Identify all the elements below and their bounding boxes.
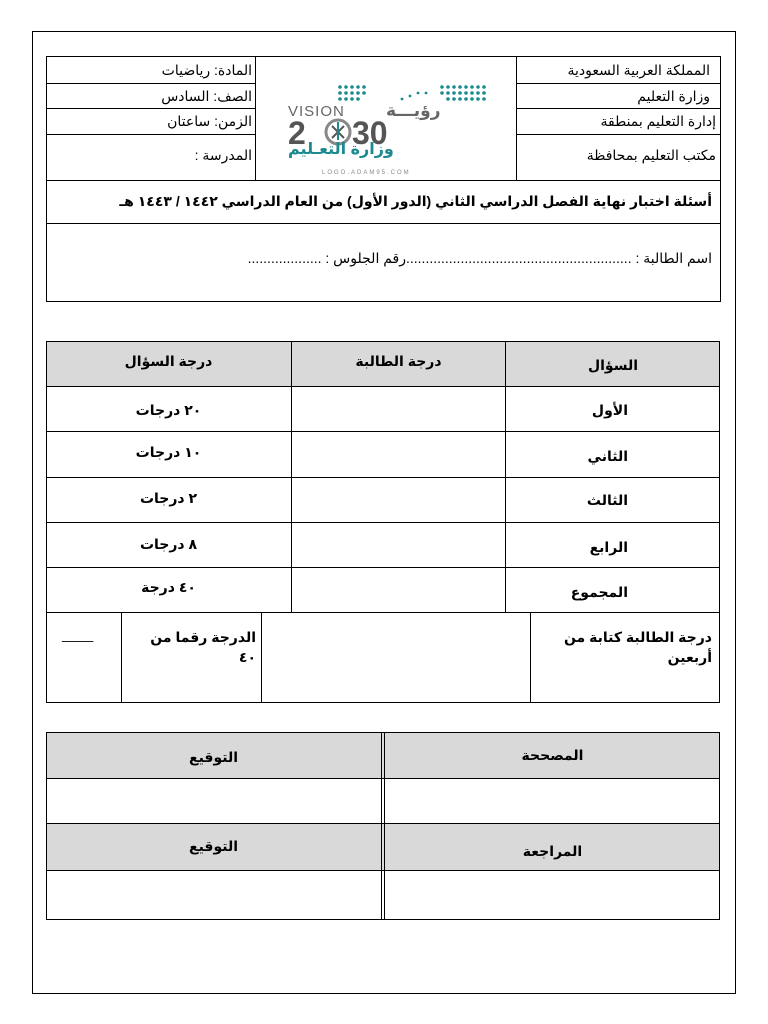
vision-ar-text: رؤيـــة <box>386 101 441 120</box>
table-col-line <box>121 612 122 703</box>
written-grade-input[interactable] <box>262 613 530 703</box>
header-line <box>46 134 256 135</box>
ministry-label: وزارة التعليم <box>637 88 710 104</box>
signature1-input[interactable] <box>46 779 381 823</box>
header-line <box>516 108 721 109</box>
row-question: الثاني <box>587 448 628 464</box>
row-question-grade: ٤٠ درجة <box>141 579 196 595</box>
corrector-label: المصححة <box>521 747 584 763</box>
written-grade-line1: درجة الطالبة كتابة من <box>563 629 712 645</box>
sig-row-line <box>46 823 720 824</box>
vision-en-text: VISION <box>288 103 345 120</box>
header-line <box>46 83 256 84</box>
signature2-label: التوقيع <box>189 838 238 854</box>
header-question: السؤال <box>587 357 639 373</box>
year-left-text: 2 <box>288 115 306 151</box>
row-question: الثالث <box>586 492 628 508</box>
duration-label: الزمن: ساعتان <box>167 113 252 129</box>
administration-label: إدارة التعليم بمنطقة <box>600 113 716 129</box>
header-question-grade: درجة السؤال <box>124 353 213 369</box>
signature2-input[interactable] <box>46 871 381 920</box>
row-question-grade: ٨ درجات <box>139 536 198 552</box>
school-label: المدرسة : <box>194 147 252 163</box>
row-question: الأول <box>591 402 628 418</box>
exam-title: أسئلة اختبار نهاية الفصل الدراسي الثاني (الدور الأول) من العام الدراسي ١٤٤٢ / ١٤٤٣ هـ <box>119 193 712 209</box>
header-divider-left <box>255 56 256 180</box>
title-top-line <box>46 180 721 181</box>
title-bottom-line <box>46 223 721 224</box>
row-student-grade-input[interactable] <box>292 568 505 612</box>
row-question-grade: ١٠ درجات <box>135 444 202 460</box>
office-label: مكتب التعليم بمحافظة <box>586 147 716 163</box>
written-grade-label <box>532 627 712 667</box>
logo-watermark-text: LOGO.ADAM95.COM <box>322 170 411 176</box>
header-line <box>46 108 256 109</box>
header-line <box>516 83 721 84</box>
written-grade-line2: أربعين <box>667 649 712 665</box>
row-question-grade: ٢ درجات <box>139 490 198 506</box>
row-student-grade-input[interactable] <box>292 523 505 567</box>
corrector-input[interactable] <box>385 779 720 823</box>
subject-label: المادة: رياضيات <box>161 62 252 78</box>
row-student-grade-input[interactable] <box>292 478 505 522</box>
row-question-grade: ٢٠ درجات <box>135 402 202 418</box>
signature1-label: التوقيع <box>189 749 238 765</box>
row-student-grade-input[interactable] <box>292 432 505 477</box>
row-question: المجموع <box>570 584 628 600</box>
numeric-grade-line1: الدرجة رقما من <box>150 629 256 645</box>
numeric-grade-label <box>126 627 256 667</box>
reviewer-label: المراجعة <box>522 843 583 859</box>
numeric-grade-blank[interactable]: ____ <box>62 626 94 642</box>
row-question: الرابع <box>589 539 628 555</box>
year-right-text: 30 <box>352 115 388 151</box>
row-student-grade-input[interactable] <box>292 387 505 431</box>
grade-label: الصف: السادس <box>161 88 252 104</box>
reviewer-input[interactable] <box>385 871 720 920</box>
ministry-ar-text: وزارة التعـليم <box>288 141 394 158</box>
header-divider-right <box>516 56 517 180</box>
student-name-field[interactable]: اسم الطالبة : ..........................................................رقم الجلوس : ................... <box>247 250 712 266</box>
country-label: المملكة العربية السعودية <box>567 62 710 78</box>
sig-col-line <box>381 732 382 920</box>
dots-icon <box>338 85 486 101</box>
header-student-grade: درجة الطالبة <box>355 353 442 369</box>
header-line <box>516 134 721 135</box>
numeric-grade-line2: ٤٠ <box>238 649 256 665</box>
vision-2030-logo <box>282 78 492 178</box>
table-col-line <box>530 612 531 703</box>
